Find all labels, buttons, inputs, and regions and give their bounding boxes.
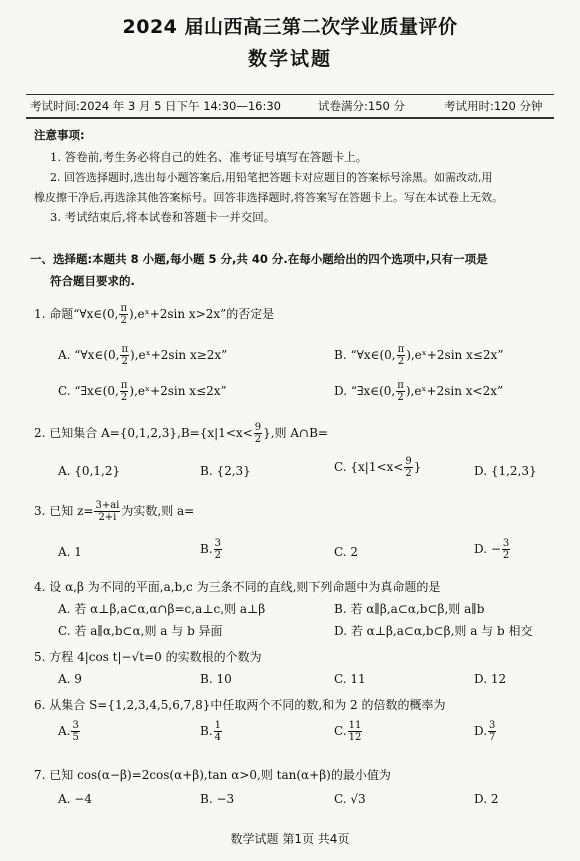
question-7-stem: 7. 已知 cos(α−β)=2cos(α+β),tan α>0,则 tan(α+β)的最小值为 [34, 768, 391, 782]
section-1-instructions-cont: 符合题目要求的. [50, 274, 135, 288]
question-5-stem: 5. 方程 4|cos t|−√t=0 的实数根的个数为 [34, 650, 262, 664]
question-4-option-a: A. 若 α⊥β,a⊂α,α∩β=c,a⊥c,则 a⊥β [58, 602, 266, 616]
question-1-option-b: B. “∀x∈(0, $\frac{\pi}{2}$ ),eˣ+2sin x≤2x” [334, 344, 504, 367]
question-7-option-c: C. √3 [334, 792, 366, 806]
question-6-option-c: C. $\frac{11}{12}$ [334, 720, 362, 743]
question-7-option-b: B. −3 [200, 792, 235, 806]
question-5-option-c: C. 11 [334, 672, 366, 686]
notes-heading: 注意事项: [34, 128, 85, 142]
question-1-option-c: C. “∃x∈(0, $\frac{\pi}{2}$ ),eˣ+2sin x≤2x” [58, 380, 227, 403]
question-3-option-b: B. $\frac{3}{2}$ [200, 538, 222, 561]
question-4-option-b: B. 若 α∥β,a⊂α,b⊂β,则 a∥b [334, 602, 485, 616]
question-3-option-d: D. − $\frac{3}{2}$ [474, 538, 510, 561]
question-2-stem: 2. 已知集合 A={0,1,2,3},B={x|1<x< $\frac{9}{2}$ },则 A∩B= [34, 422, 328, 445]
note-2b: 橡皮擦干净后,再选涂其他答案标号。回答非选择题时,将答案写在答题卡上。写在本试卷上无效。 [34, 191, 503, 204]
question-2-option-d: D. {1,2,3} [474, 464, 537, 478]
question-6-option-b: B. $\frac{1}{4}$ [200, 720, 222, 743]
note-1: 1. 答卷前,考生务必将自己的姓名、准考证号填写在答题卡上。 [50, 150, 368, 164]
question-6-option-d: D. $\frac{3}{7}$ [474, 720, 496, 743]
question-3-stem: 3. 已知 z= $\frac{3+ai}{2+i}$ 为实数,则 a= [34, 500, 195, 523]
exam-time: 考试时间:2024 年 3 月 5 日下午 14:30—16:30 [30, 99, 281, 113]
section-1-instructions: 一、选择题:本题共 8 小题,每小题 5 分,共 40 分.在每小题给出的四个选项中,只有一项是 [30, 252, 488, 266]
page-footer: 数学试题 第1页 共4页 [230, 832, 350, 846]
question-1-stem: 1. 命题“∀x∈(0, $\frac{\pi}{2}$ ),eˣ+2sin x>2x”的否定是 [34, 303, 275, 326]
note-3: 3. 考试结束后,将本试卷和答题卡一并交回。 [50, 210, 276, 224]
note-2a: 2. 回答选择题时,选出每小题答案后,用铅笔把答题卡对应题目的答案标号涂黑。如需改动,用 [50, 171, 493, 184]
question-2-option-a: A. {0,1,2} [58, 464, 121, 478]
question-5-option-b: B. 10 [200, 672, 232, 686]
question-3-option-c: C. 2 [334, 545, 359, 559]
question-7-option-a: A. −4 [58, 792, 92, 806]
question-1-option-a: A. “∀x∈(0, $\frac{\pi}{2}$ ),eˣ+2sin x≥2x” [58, 344, 228, 367]
question-2-option-c: C. {x|1<x< $\frac{9}{2}$ } [334, 456, 422, 479]
exam-info-bar [26, 94, 554, 119]
exam-title: 2024 届山西高三第二次学业质量评价 [122, 16, 458, 38]
question-4-option-d: D. 若 α⊥β,a⊂α,b⊂β,则 a 与 b 相交 [334, 624, 533, 638]
question-4-option-c: C. 若 a∥α,b⊂α,则 a 与 b 异面 [58, 624, 223, 638]
question-1-option-d: D. “∃x∈(0, $\frac{\pi}{2}$ ),eˣ+2sin x<2x” [334, 380, 504, 403]
question-6-stem: 6. 从集合 S={1,2,3,4,5,6,7,8}中任取两个不同的数,和为 2 的倍数的概率为 [34, 698, 446, 712]
fraction: $\frac{\pi}{2}$ [120, 303, 128, 326]
question-3-option-a: A. 1 [58, 545, 82, 559]
question-5-option-d: D. 12 [474, 672, 507, 686]
full-score: 试卷满分:150 分 [318, 99, 405, 113]
question-6-option-a: A. $\frac{3}{5}$ [58, 720, 79, 743]
question-4-stem: 4. 设 α,β 为不同的平面,a,b,c 为三条不同的直线,则下列命题中为真命题的是 [34, 580, 441, 594]
exam-duration: 考试用时:120 分钟 [444, 99, 543, 113]
question-2-option-b: B. {2,3} [200, 464, 251, 478]
question-7-option-d: D. 2 [474, 792, 499, 806]
question-5-option-a: A. 9 [58, 672, 82, 686]
exam-subtitle: 数学试题 [247, 48, 332, 70]
